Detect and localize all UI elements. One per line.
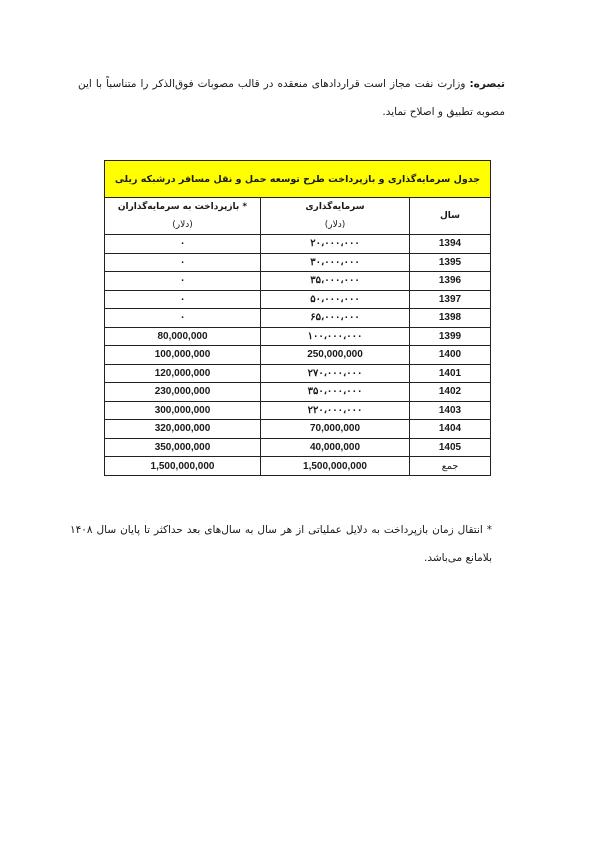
total-repayment: 1,500,000,000: [105, 457, 261, 476]
cell-year: 1396: [410, 272, 491, 291]
header-investment: [261, 198, 410, 235]
cell-repayment: ۰: [105, 309, 261, 328]
cell-investment: ۲۰،۰۰۰،۰۰۰: [261, 235, 410, 254]
cell-investment: 250,000,000: [261, 346, 410, 365]
header-year: [410, 198, 491, 235]
cell-investment: ۲۷۰،۰۰۰،۰۰۰: [261, 364, 410, 383]
cell-repayment: 80,000,000: [105, 327, 261, 346]
table-caption: جدول سرمایه‌گذاری و بازپرداخت طرح توسعه حمل و نقل مسافر درشبکه ریلی: [105, 161, 491, 198]
cell-investment: ۳۰،۰۰۰،۰۰۰: [261, 253, 410, 272]
cell-repayment: ۰: [105, 253, 261, 272]
footnote: * انتقال زمان بازپرداخت به دلایل عملیاتی از هر سال به سال‌های بعد حداکثر تا پایان سال ۱۴۰۸ بلامانع می‌باشد.: [70, 524, 492, 564]
cell-year: 1403: [410, 401, 491, 420]
table-row: [105, 309, 491, 328]
note-paragraph: [78, 70, 505, 126]
investment-table: [104, 160, 491, 476]
cell-year: 1399: [410, 327, 491, 346]
cell-repayment: 100,000,000: [105, 346, 261, 365]
table-row: [105, 290, 491, 309]
cell-investment: ۶۵،۰۰۰،۰۰۰: [261, 309, 410, 328]
cell-investment: ۳۵،۰۰۰،۰۰۰: [261, 272, 410, 291]
cell-year: 1401: [410, 364, 491, 383]
table-row: [105, 383, 491, 402]
cell-repayment: 120,000,000: [105, 364, 261, 383]
cell-investment: ۵۰،۰۰۰،۰۰۰: [261, 290, 410, 309]
header-repayment-label: * بازپرداخت به سرمایه‌گذاران: [117, 202, 248, 212]
header-year-label: سال: [439, 211, 461, 221]
table-row: [105, 364, 491, 383]
header-repayment: [105, 198, 261, 235]
cell-year: 1397: [410, 290, 491, 309]
cell-repayment: 300,000,000: [105, 401, 261, 420]
cell-repayment: 230,000,000: [105, 383, 261, 402]
table-row: [105, 438, 491, 457]
cell-year: 1404: [410, 420, 491, 439]
cell-year: 1402: [410, 383, 491, 402]
total-row: [105, 457, 491, 476]
note-label: تبصره:: [469, 78, 505, 90]
total-investment: 1,500,000,000: [261, 457, 410, 476]
header-investment-unit: (دلار): [324, 220, 346, 230]
table-row: [105, 420, 491, 439]
cell-investment: ۲۲۰،۰۰۰،۰۰۰: [261, 401, 410, 420]
cell-investment: ۳۵۰،۰۰۰،۰۰۰: [261, 383, 410, 402]
table-body: [105, 235, 491, 476]
table-row: [105, 401, 491, 420]
cell-repayment: 320,000,000: [105, 420, 261, 439]
cell-investment: ۱۰۰،۰۰۰،۰۰۰: [261, 327, 410, 346]
note-text: وزارت نفت مجاز است قراردادهای منعقده در قالب مصوبات فوق‌الذکر را متناسباً با این مصوبه تطبیق و اصلاح نماید.: [78, 78, 505, 118]
cell-year: 1394: [410, 235, 491, 254]
cell-year: 1395: [410, 253, 491, 272]
header-repayment-unit: (دلار): [172, 220, 193, 230]
table-row: [105, 272, 491, 291]
cell-investment: 70,000,000: [261, 420, 410, 439]
table-row: [105, 253, 491, 272]
cell-repayment: ۰: [105, 272, 261, 291]
table-row: [105, 235, 491, 254]
cell-year: 1400: [410, 346, 491, 365]
cell-year: 1405: [410, 438, 491, 457]
cell-investment: 40,000,000: [261, 438, 410, 457]
cell-repayment: ۰: [105, 290, 261, 309]
header-investment-label: سرمایه‌گذاری: [305, 202, 365, 212]
cell-year: 1398: [410, 309, 491, 328]
total-label: جمع: [410, 457, 491, 476]
table-row: [105, 346, 491, 365]
table-row: [105, 327, 491, 346]
cell-repayment: 350,000,000: [105, 438, 261, 457]
cell-repayment: ۰: [105, 235, 261, 254]
